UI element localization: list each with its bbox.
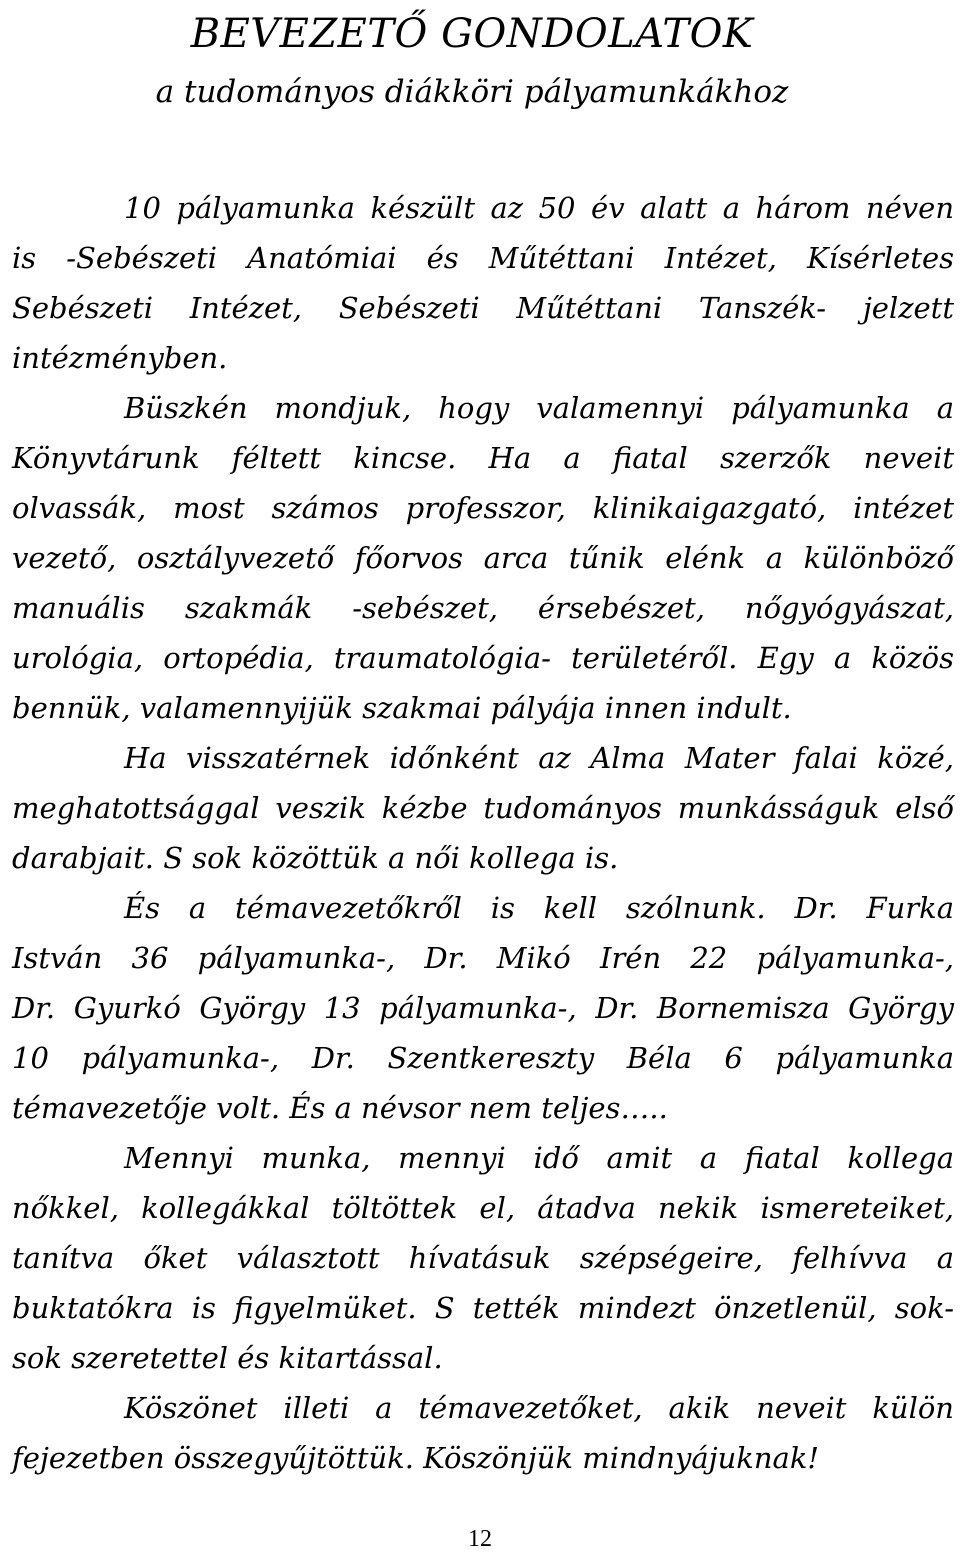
text-line: tanítva őket választott hívatásuk szépségeire, felhívva a: [12, 1241, 954, 1275]
text-line: bennük, valamennyijük szakmai pályája innen indult.: [12, 691, 792, 725]
page-number: 12: [468, 1526, 492, 1552]
text-line: Mennyi munka, mennyi idő amit a fiatal kollega: [124, 1141, 954, 1175]
page-title: BEVEZETŐ GONDOLATOK: [190, 11, 754, 57]
text-line: Büszkén mondjuk, hogy valamennyi pályamunka a: [124, 391, 954, 425]
text-line: Sebészeti Intézet, Sebészeti Műtéttani Tanszék- jelzett: [12, 291, 954, 325]
text-line: Dr. Gyurkó György 13 pályamunka-, Dr. Bornemisza György: [12, 991, 954, 1025]
text-line: Köszönet illeti a témavezetőket, akik neveit külön: [124, 1391, 954, 1425]
text-line: olvassák, most számos professzor, klinikaigazgató, intézet: [12, 491, 954, 525]
text-line: darabjait. S sok közöttük a női kollega is.: [12, 841, 619, 875]
text-line: buktatókra is figyelmüket. S tették mindezt önzetlenül, sok-: [12, 1291, 954, 1325]
text-line: urológia, ortopédia, traumatológia- területéről. Egy a közös: [12, 641, 954, 675]
text-line: 10 pályamunka-, Dr. Szentkereszty Béla 6 pályamunka: [12, 1041, 954, 1075]
text-line: nőkkel, kollegákkal töltöttek el, átadva nekik ismereteiket,: [12, 1191, 954, 1225]
page-subtitle: a tudományos diákköri pályamunkákhoz: [155, 74, 789, 110]
text-line: manuális szakmák -sebészet, érsebészet, nőgyógyászat,: [12, 591, 954, 625]
text-line: István 36 pályamunka-, Dr. Mikó Irén 22 pályamunka-,: [12, 941, 954, 975]
text-line: intézményben.: [12, 341, 228, 375]
text-line: vezető, osztályvezető főorvos arca tűnik elénk a különböző: [12, 541, 954, 575]
text-line: meghatottsággal veszik kézbe tudományos munkásságuk első: [12, 791, 954, 825]
text-line: témavezetője volt. És a névsor nem teljes…..: [12, 1091, 668, 1125]
text-line: 10 pályamunka készült az 50 év alatt a három néven: [124, 191, 954, 225]
text-line: fejezetben összegyűjtöttük. Köszönjük mindnyájuknak!: [12, 1441, 820, 1475]
text-line: is -Sebészeti Anatómiai és Műtéttani Intézet, Kísérletes: [12, 241, 954, 275]
text-line: Ha visszatérnek időnként az Alma Mater falai közé,: [124, 741, 954, 775]
text-line: sok szeretettel és kitartással.: [12, 1341, 443, 1375]
text-line: Könyvtárunk féltett kincse. Ha a fiatal szerzők neveit: [12, 441, 954, 475]
text-line: És a témavezetőkről is kell szólnunk. Dr. Furka: [124, 891, 954, 925]
